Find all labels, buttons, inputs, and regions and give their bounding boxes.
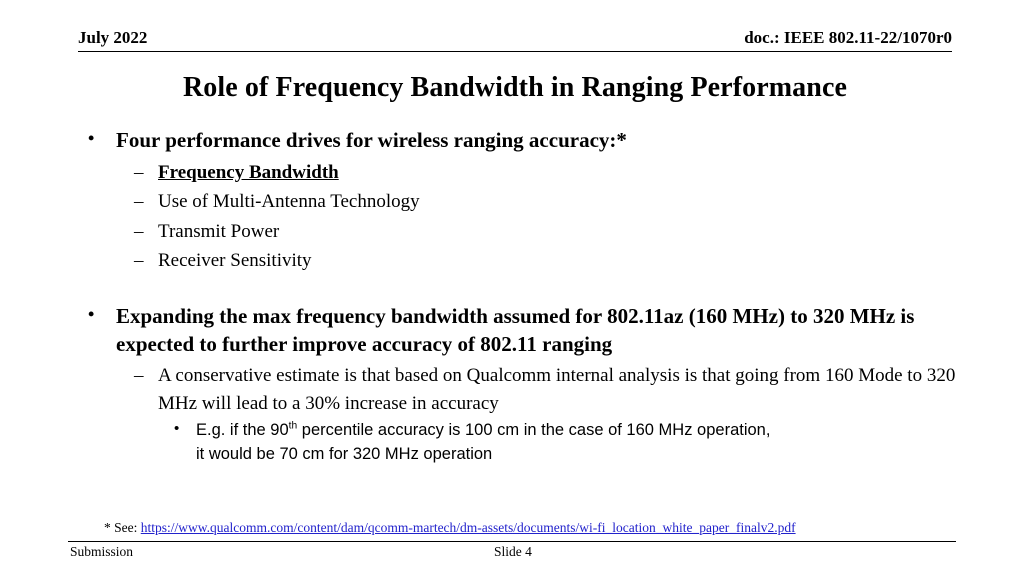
sub-sub-bullet-text — [196, 421, 770, 462]
header-doc-number: doc.: IEEE 802.11-22/1070r0 — [744, 28, 952, 47]
bullet-icon: • — [88, 128, 95, 148]
footer-left-label: Submission — [70, 544, 134, 559]
dot-icon: • — [174, 420, 180, 438]
footnote-prefix: * See: — [104, 520, 141, 535]
list-spacer — [78, 279, 956, 303]
ordinal-suffix: th — [288, 420, 298, 432]
sub-bullet-text: Frequency Bandwidth — [158, 161, 339, 183]
slide-number: Slide 4 — [494, 544, 532, 559]
header-date: July 2022 — [78, 28, 148, 47]
header-divider — [78, 51, 952, 52]
bullet-text: Four performance drives for wireless ranging accuracy:* — [116, 128, 627, 152]
list-item — [116, 362, 956, 466]
sub-sub-bullet-text-pre: E.g. if the 90 — [196, 421, 289, 440]
dash-icon: – — [134, 220, 144, 242]
sub-sub-bullet-text-post: percentile accuracy is 100 cm in the case of 160 MHz operation, — [297, 421, 771, 440]
slide-body — [78, 127, 956, 470]
list-item — [78, 303, 956, 466]
slide-footer — [70, 544, 956, 560]
footnote — [104, 520, 796, 536]
sub-bullet-text: Transmit Power — [158, 220, 280, 242]
sub-bullet-text: A conservative estimate is that based on Qualcomm internal analysis is that going from 160 Mode to 320 MHz will lead to a 30% increase in accuracy — [158, 365, 956, 414]
sub-bullet-text: Receiver Sensitivity — [158, 250, 312, 272]
bullet-icon: • — [88, 303, 95, 324]
sub-sub-bullet-text-line2: it would be 70 cm for 320 MHz operation — [196, 444, 493, 463]
dash-icon: – — [134, 161, 144, 183]
bullet-list-level2 — [116, 159, 956, 275]
bullet-list-level2 — [116, 362, 956, 466]
sub-bullet-text: Use of Multi-Antenna Technology — [158, 191, 420, 213]
list-item — [78, 127, 956, 275]
bullet-list-level1 — [78, 127, 956, 466]
list-item — [116, 159, 956, 187]
bullet-text: Expanding the max frequency bandwidth assumed for 802.11az (160 MHz) to 320 MHz is expected to further improve accuracy of 802.11 ranging — [116, 303, 915, 356]
bullet-list-level3 — [158, 419, 956, 466]
list-item — [158, 419, 956, 466]
list-item — [116, 188, 956, 216]
list-item — [116, 218, 956, 246]
dash-icon: – — [134, 365, 144, 387]
page-title: Role of Frequency Bandwidth in Ranging Performance — [182, 72, 848, 103]
footer-divider — [68, 541, 956, 542]
slide-header — [78, 28, 952, 54]
list-item — [116, 247, 956, 275]
dash-icon: – — [134, 250, 144, 272]
dash-icon: – — [134, 191, 144, 213]
footnote-link[interactable]: https://www.qualcomm.com/content/dam/qcomm-martech/dm-assets/documents/wi-fi_location_white_paper_finalv2.pdf — [140, 520, 796, 535]
